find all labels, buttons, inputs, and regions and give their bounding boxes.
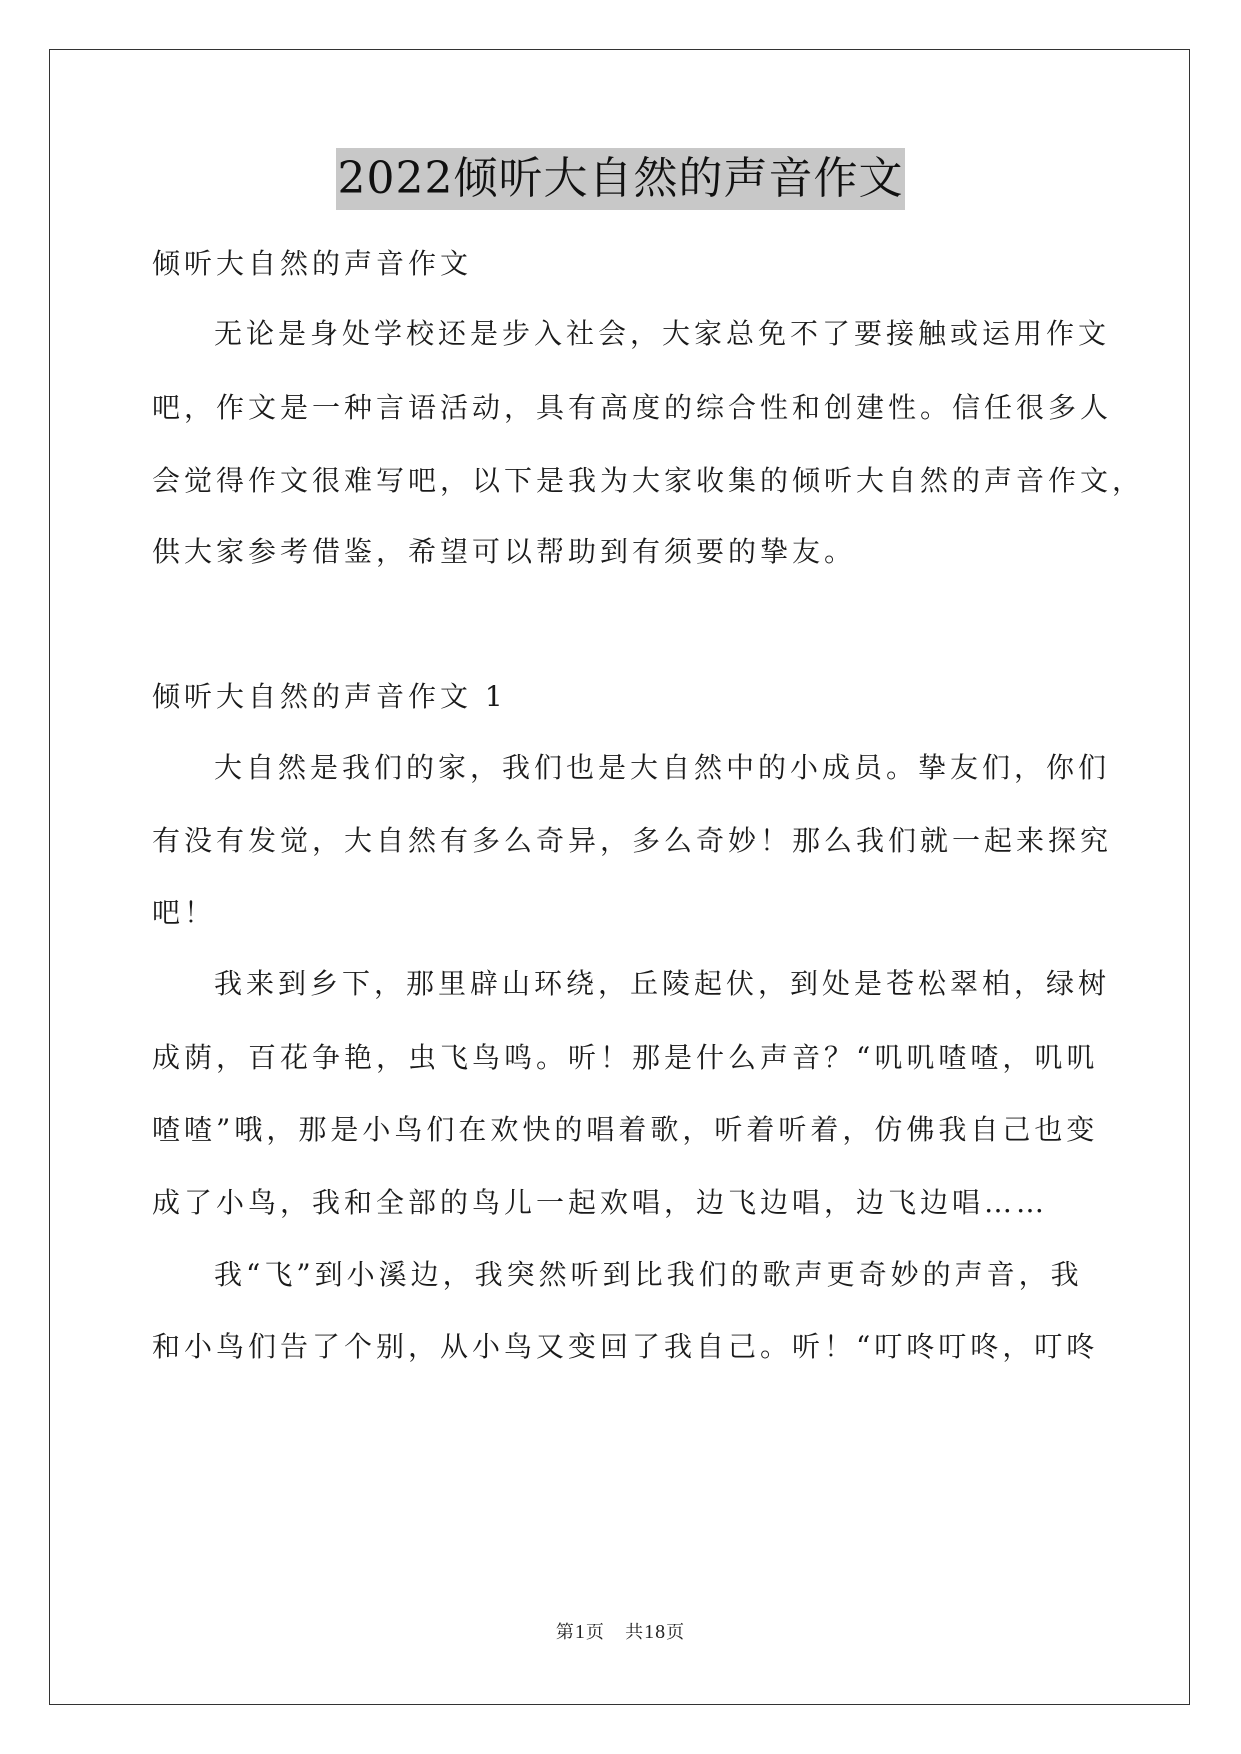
paragraph-line: 无论是身处学校还是步入社会，大家总免不了要接触或运用作文 [214, 317, 1111, 350]
section-heading: 倾听大自然的声音作文 [152, 247, 473, 280]
paragraph-line: 会觉得作文很难写吧，以下是我为大家收集的倾听大自然的声音作文， [152, 464, 1145, 497]
document-title [0, 148, 1241, 210]
paragraph-line: 成了小鸟，我和全部的鸟儿一起欢唱，边飞边唱，边飞边唱…… [152, 1186, 1049, 1219]
page-frame [49, 49, 1190, 1705]
paragraph-line: 供大家参考借鉴，希望可以帮助到有须要的挚友。 [152, 535, 857, 568]
paragraph-line: 大自然是我们的家，我们也是大自然中的小成员。挚友们，你们 [214, 751, 1111, 784]
paragraph-line: 吧！ [152, 896, 217, 929]
section-heading: 倾听大自然的声音作文 1 [152, 680, 507, 713]
footer-total-pages: 18 [644, 1621, 667, 1643]
paragraph-line: 成荫，百花争艳，虫飞鸟鸣。听！那是什么声音？“叽叽喳喳，叽叽 [152, 1041, 1099, 1074]
paragraph-line: 我“飞”到小溪边，我突然听到比我们的歌声更奇妙的声音，我 [214, 1258, 1083, 1291]
document-title-text: 2022倾听大自然的声音作文 [336, 148, 906, 210]
footer-total-suffix: 页 [666, 1622, 686, 1643]
paragraph-line: 我来到乡下，那里辟山环绕，丘陵起伏，到处是苍松翠柏，绿树 [214, 967, 1111, 1000]
paragraph-line: 和小鸟们告了个别，从小鸟又变回了我自己。听！“叮咚叮咚，叮咚 [152, 1330, 1099, 1363]
footer-total-prefix: 共 [625, 1622, 645, 1643]
paragraph-line: 吧，作文是一种言语活动，具有高度的综合性和创建性。信任很多人 [152, 391, 1113, 424]
page-footer [0, 1618, 1241, 1644]
paragraph-line: 有没有发觉，大自然有多么奇异，多么奇妙！那么我们就一起来探究 [152, 824, 1113, 857]
footer-page-number: 1 [574, 1621, 586, 1643]
paragraph-line: 喳喳”哦，那是小鸟们在欢快的唱着歌，听着听着，仿佛我自己也变 [152, 1113, 1099, 1146]
footer-prefix: 第 [555, 1622, 575, 1643]
footer-page-suffix: 页 [585, 1622, 605, 1643]
